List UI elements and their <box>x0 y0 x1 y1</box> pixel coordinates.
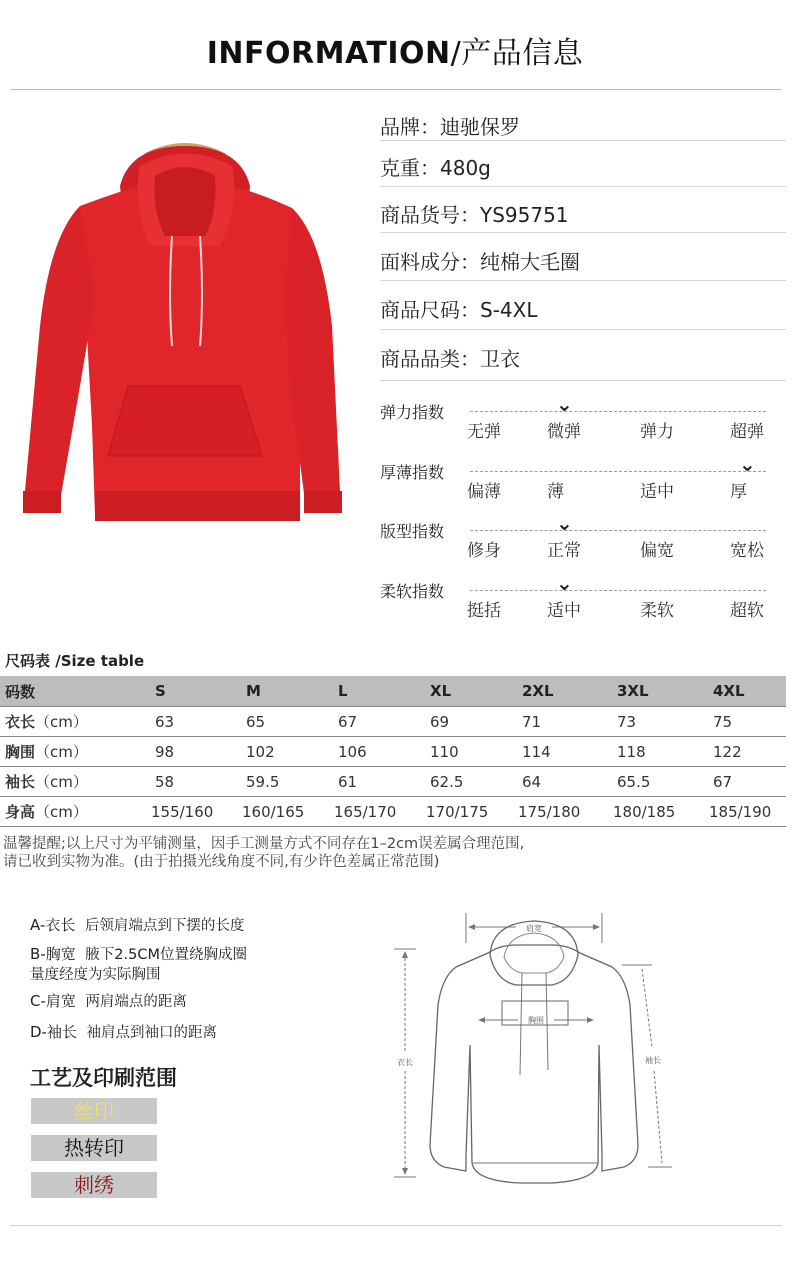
info-category: 商品品类：卫衣 <box>380 347 520 371</box>
size-cell: 69 <box>420 707 510 737</box>
size-cell: 64 <box>510 767 606 797</box>
size-cell: 185/190 <box>700 797 786 827</box>
info-divider <box>380 280 786 281</box>
size-cell: 110 <box>420 737 510 767</box>
table-row <box>0 707 786 737</box>
measurement-note <box>3 835 524 871</box>
diagram-length-label: 衣长 <box>397 1058 413 1067</box>
size-cell: 106 <box>330 737 420 767</box>
info-fabric: 面料成分：纯棉大毛圈 <box>380 250 580 274</box>
size-header-3xl: 3XL <box>606 676 700 707</box>
index-option: 适中 <box>640 482 674 502</box>
measure-shoulder: C-肩宽 两肩端点的距离 <box>30 992 187 1010</box>
note-line: 温馨提醒;以上尺寸为平铺测量，因手工测量方式不同存在1–2cm误差属合理范围, <box>3 836 525 852</box>
index-scale-line <box>470 530 766 531</box>
measure-sleeve: D-袖长 袖肩点到袖口的距离 <box>30 1023 218 1041</box>
diagram-sleeve-label: 袖长 <box>645 1056 661 1065</box>
size-cell: 114 <box>510 737 606 767</box>
size-cell: 102 <box>240 737 330 767</box>
index-option: 弹力 <box>640 422 674 442</box>
size-cell: 175/180 <box>510 797 606 827</box>
size-header-m: M <box>240 676 330 707</box>
row-label: 胸围（cm） <box>0 737 150 767</box>
table-row <box>0 767 786 797</box>
size-cell: 155/160 <box>150 797 240 827</box>
index-label: 厚薄指数 <box>380 463 445 482</box>
size-cell: 58 <box>150 767 240 797</box>
index-selected-arrow-icon: ⌄ <box>739 452 756 476</box>
size-header-2xl: 2XL <box>510 676 606 707</box>
index-option: 宽松 <box>730 541 764 561</box>
size-cell: 122 <box>700 737 786 767</box>
note-line: 请已收到实物为准。(由于拍摄光线角度不同,有少许色差属正常范围) <box>3 854 440 870</box>
index-label: 柔软指数 <box>380 582 445 601</box>
info-brand: 品牌：迪驰保罗 <box>380 115 520 139</box>
index-option: 无弹 <box>467 422 501 442</box>
size-cell: 59.5 <box>240 767 330 797</box>
bottom-divider <box>10 1225 782 1226</box>
size-cell: 71 <box>510 707 606 737</box>
craft-embroidery: 刺绣 <box>31 1172 157 1198</box>
size-table-header <box>0 676 786 707</box>
size-cell: 67 <box>700 767 786 797</box>
measure-length: A-衣长 后领肩端点到下摆的长度 <box>30 916 245 934</box>
index-selected-arrow-icon: ⌄ <box>556 571 573 595</box>
size-cell: 180/185 <box>606 797 700 827</box>
craft-silkscreen: 丝印 <box>31 1098 157 1124</box>
info-size-range: 商品尺码：S-4XL <box>380 298 538 322</box>
product-photo <box>0 96 362 551</box>
info-weight: 克重：480g <box>380 156 491 180</box>
size-cell: 63 <box>150 707 240 737</box>
info-sku: 商品货号：YS95751 <box>380 203 569 227</box>
info-divider <box>380 329 786 330</box>
craft-heat-transfer: 热转印 <box>31 1135 157 1161</box>
size-cell: 160/165 <box>240 797 330 827</box>
row-label: 衣长（cm） <box>0 707 150 737</box>
size-header-4xl: 4XL <box>700 676 786 707</box>
size-cell: 61 <box>330 767 420 797</box>
index-selected-arrow-icon: ⌄ <box>556 511 573 535</box>
index-option: 偏薄 <box>467 482 501 502</box>
row-label: 身高（cm） <box>0 797 150 827</box>
index-option: 适中 <box>547 601 581 621</box>
index-option: 挺括 <box>467 601 501 621</box>
size-cell: 118 <box>606 737 700 767</box>
info-divider <box>380 186 786 187</box>
measure-chest: B-胸宽 腋下2.5CM位置绕胸成圈 量度经度为实际胸围 <box>30 945 247 983</box>
index-scale-line <box>470 411 766 412</box>
page-title: INFORMATION/产品信息 <box>206 36 584 71</box>
size-header-xl: XL <box>420 676 510 707</box>
measurement-diagram <box>380 905 680 1205</box>
index-label: 版型指数 <box>380 522 445 541</box>
index-option: 薄 <box>547 482 564 502</box>
row-label: 袖长（cm） <box>0 767 150 797</box>
size-cell: 65.5 <box>606 767 700 797</box>
index-option: 微弹 <box>547 422 581 442</box>
size-cell: 165/170 <box>330 797 420 827</box>
index-scale-line <box>470 590 766 591</box>
index-option: 厚 <box>730 482 747 502</box>
diagram-shoulder-label: 肩宽 <box>526 924 542 933</box>
index-scale-line <box>470 471 766 472</box>
index-option: 正常 <box>547 541 581 561</box>
size-header-label: 码数 <box>0 676 150 707</box>
info-divider <box>380 232 786 233</box>
diagram-chest-label: 胸围 <box>528 1016 544 1025</box>
size-header-s: S <box>150 676 240 707</box>
size-cell: 65 <box>240 707 330 737</box>
size-table <box>0 676 786 827</box>
index-option: 超软 <box>730 601 764 621</box>
size-cell: 75 <box>700 707 786 737</box>
size-cell: 73 <box>606 707 700 737</box>
info-divider <box>380 140 786 141</box>
size-table-caption: 尺码表 /Size table <box>5 652 145 670</box>
index-option: 偏宽 <box>640 541 674 561</box>
craft-title: 工艺及印刷范围 <box>30 1066 177 1090</box>
size-cell: 170/175 <box>420 797 510 827</box>
table-row <box>0 797 786 827</box>
size-cell: 62.5 <box>420 767 510 797</box>
index-option: 修身 <box>467 541 501 561</box>
title-divider <box>10 89 782 90</box>
index-label: 弹力指数 <box>380 403 445 422</box>
size-cell: 98 <box>150 737 240 767</box>
size-header-l: L <box>330 676 420 707</box>
table-row <box>0 737 786 767</box>
size-cell: 67 <box>330 707 420 737</box>
index-option: 超弹 <box>730 422 764 442</box>
info-divider <box>380 380 786 381</box>
index-selected-arrow-icon: ⌄ <box>556 392 573 416</box>
index-option: 柔软 <box>640 601 674 621</box>
